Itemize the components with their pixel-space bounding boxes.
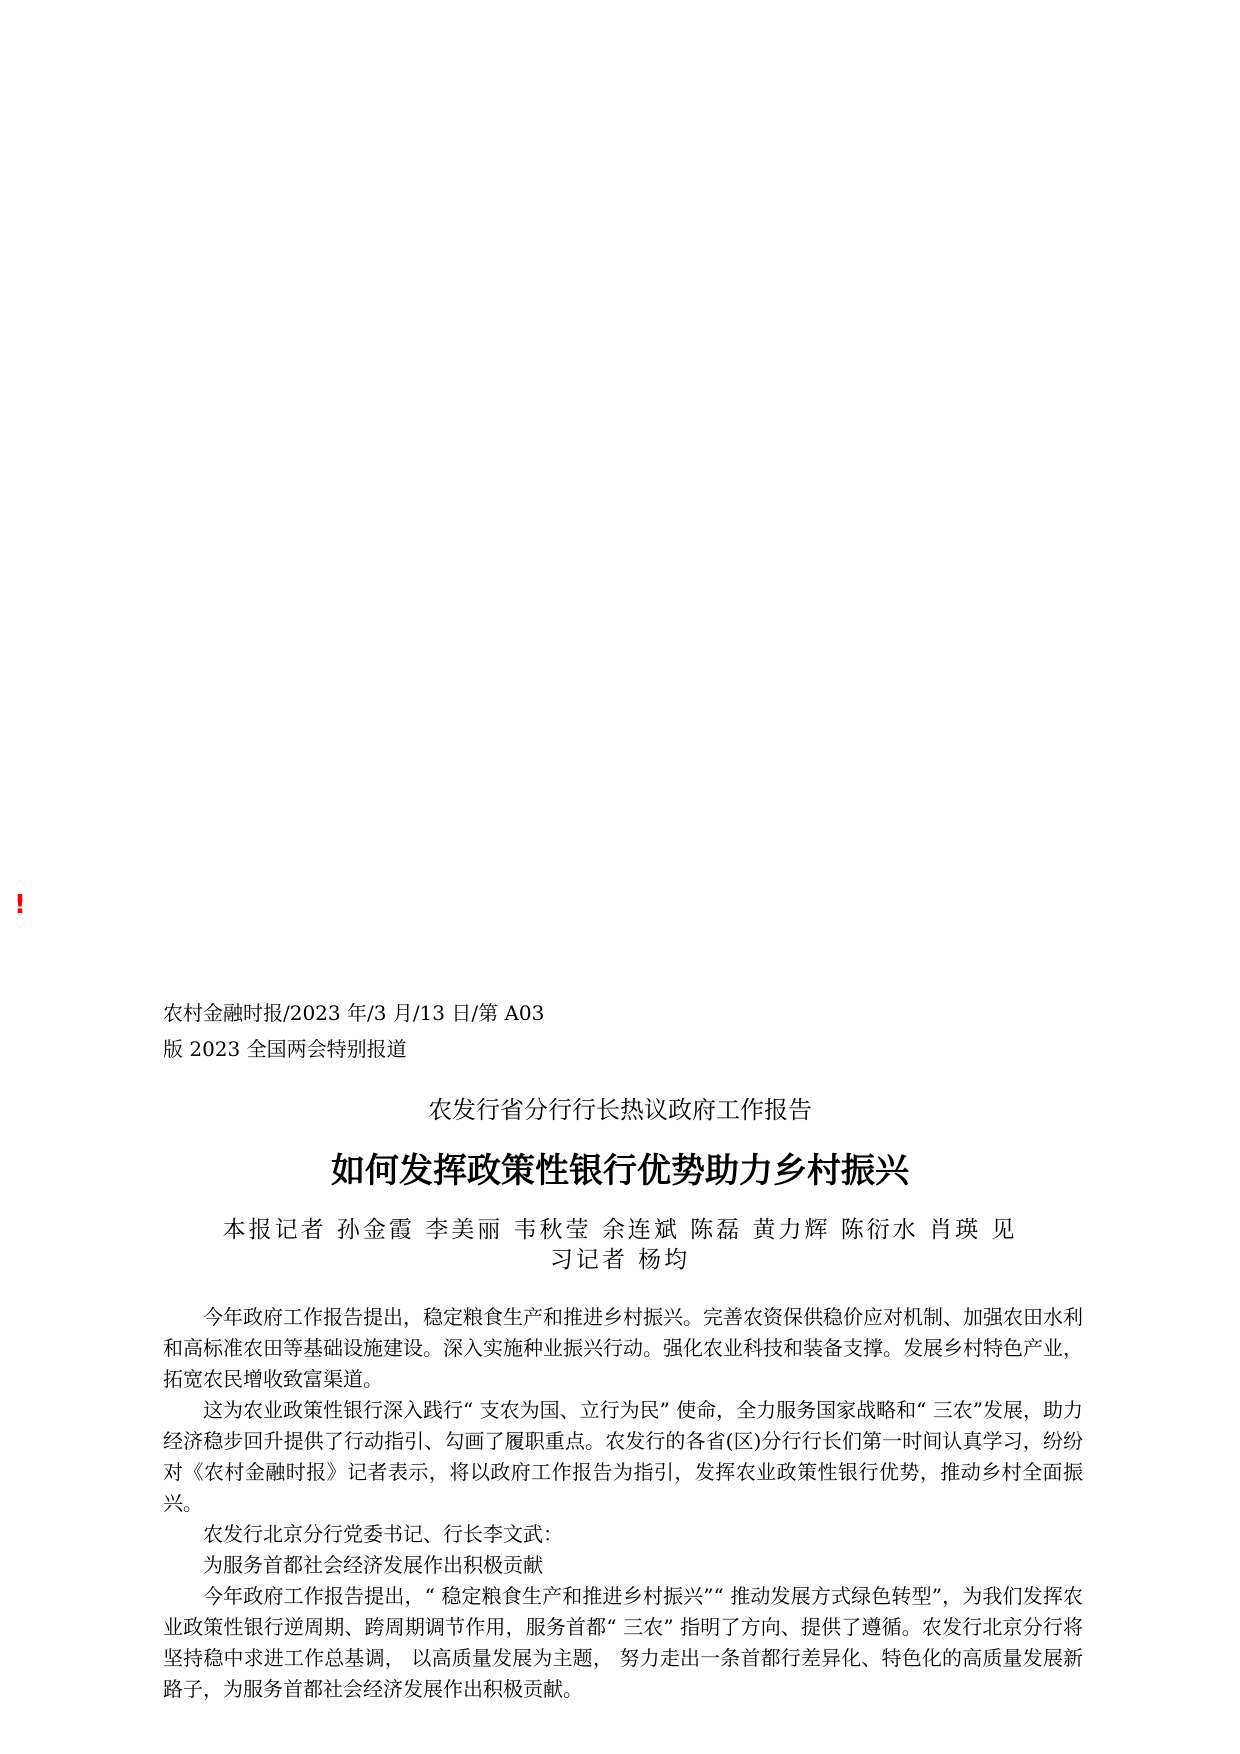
paragraph: 这为农业政策性银行深入践行“ 支农为国、立行为民” 使命，全力服务国家战略和“ 三农”发展，助力经济稳步回升提供了行动指引、勾画了履职重点。农发行的各省(区)分行行长们第一时间认真学习，纷纷对《农村金融时报》记者表示，将以政府工作报告为指引，发挥农业政策性银行优势，推动乡村全面振兴。 [163,1398,1083,1515]
source-line-1: 农村金融时报/2023 年/3 月/13 日/第 A03 [163,1001,545,1025]
paragraph: 今年政府工作报告提出，“ 稳定粮食生产和推进乡村振兴”“ 推动发展方式绿色转型”，为我们发挥农业政策性银行逆周期、跨周期调节作用，服务首都“ 三农” 指明了方向、提供了遵循。农发行北京分行将坚持稳中求进工作总基调， 以高质量发展为主题， 努力走出一条首都行差异化、特色化的高质量发展新路子，为服务首都社会经济发展作出积极贡献。 [163,1584,1083,1701]
paragraph: 为服务首都社会经济发展作出积极贡献 [203,1553,543,1577]
article-body [163,1302,1083,1705]
authors-line-2: 习记者 杨均 [549,1247,691,1273]
article-title: 如何发挥政策性银行优势助力乡村振兴 [331,1151,909,1191]
warning-mark: ! [14,890,26,920]
article-subtitle: 农发行省分行行长热议政府工作报告 [428,1096,812,1124]
paragraph: 农发行北京分行党委书记、行长李文武： [203,1522,563,1546]
authors-line-1: 本报记者 孙金霞 李美丽 韦秋莹 余连斌 陈磊 黄力辉 陈衍水 肖瑛 见 [222,1217,1018,1243]
source-info [163,995,544,1067]
article-authors [160,1215,1080,1275]
paragraph: 今年政府工作报告提出，稳定粮食生产和推进乡村振兴。完善农资保供稳价应对机制、加强农田水利和高标准农田等基础设施建设。深入实施种业振兴行动。强化农业科技和装备支撑。发展乡村特色产业，拓宽农民增收致富渠道。 [163,1305,1083,1391]
source-line-2: 版 2023 全国两会特别报道 [163,1037,407,1061]
